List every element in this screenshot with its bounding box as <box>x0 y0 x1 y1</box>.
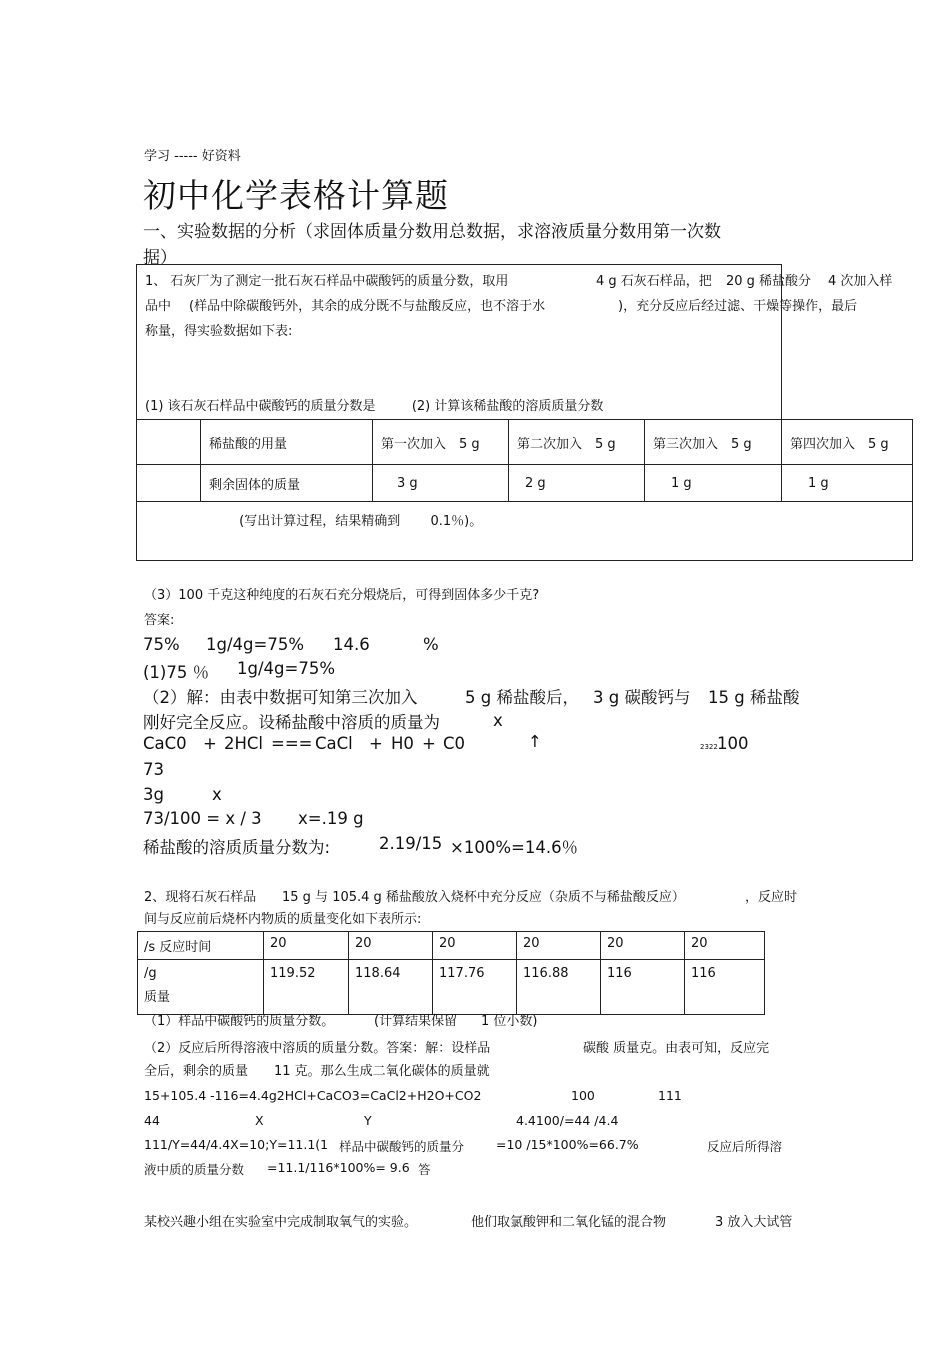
table-cell: 118.64 <box>349 960 433 1015</box>
page-header: 学习 ----- 好资料 <box>144 149 241 164</box>
table-cell: 20 <box>349 932 433 960</box>
question-3: （3）100 千克这种纯度的石灰石充分煅烧后，可得到固体多少千克? <box>144 588 540 603</box>
table-row <box>137 420 913 465</box>
table-cell: 116 <box>685 960 765 1015</box>
table-cell: 第一次加入 5 g <box>373 420 509 465</box>
table-cell: 稀盐酸的用量 <box>201 420 373 465</box>
table-cell: /s 反应时间 <box>138 932 264 960</box>
section-heading-line1: 一、实验数据的分析（求固体质量分数用总数据，求溶液质量分数用第一次数 <box>143 222 721 242</box>
table-cell: 20 <box>517 932 601 960</box>
table-cell: 1 g <box>782 465 913 502</box>
table-cell: 116.88 <box>517 960 601 1015</box>
table-cell: 20 <box>433 932 517 960</box>
table-cell: 第四次加入 5 g <box>782 420 913 465</box>
table-cell: 2 g <box>509 465 645 502</box>
table-row <box>138 932 765 960</box>
table-cell <box>137 465 201 502</box>
table-cell: 20 <box>601 932 685 960</box>
table-cell: 117.76 <box>433 960 517 1015</box>
table-cell <box>137 420 201 465</box>
section-heading-line2: 据） <box>143 248 177 268</box>
problem1-q2: (2) 计算该稀盐酸的溶质质量分数 <box>411 399 604 414</box>
page-title: 初中化学表格计算题 <box>143 176 449 215</box>
table-cell: 第三次加入 5 g <box>645 420 782 465</box>
problem2-intro: 2、现将石灰石样品 <box>144 890 257 905</box>
table-cell: 20 <box>264 932 349 960</box>
table-row <box>138 960 765 1015</box>
table-cell: 116 <box>601 960 685 1015</box>
table-cell: 20 <box>685 932 765 960</box>
table-row <box>137 465 913 502</box>
problem1-q1: (1) 该石灰石样品中碳酸钙的质量分数是 <box>145 399 376 414</box>
table-cell: 1 g <box>645 465 782 502</box>
table-cell: 3 g <box>373 465 509 502</box>
table-cell: 剩余固体的质量 <box>201 465 373 502</box>
problem1-note: (写出计算过程，结果精确到 0.1％)。 <box>137 502 913 561</box>
problem2-table <box>137 931 765 1015</box>
table-cell: /g 质量 <box>138 960 264 1015</box>
table-cell: 第二次加入 5 g <box>509 420 645 465</box>
problem1-intro: 1、 石灰厂为了测定一批石灰石样品中碳酸钙的质量分数，取用 4 g 石灰石样品，把 20 g 稀盐酸分 4 次加入样 品中 (样品中除碳酸钙外，其余的成分既不与盐酸反应，也不溶于水 )，充分反应后经过滤、干燥等操作，最后 称量，得实验数据如下表: (1) 该石灰石样品中碳酸钙的质量分数是 (2) 计算该稀盐酸的溶质质量分数 <box>137 265 782 420</box>
table-cell: 119.52 <box>264 960 349 1015</box>
problem1-table <box>136 264 913 561</box>
answer-label: 答案: <box>144 613 175 628</box>
